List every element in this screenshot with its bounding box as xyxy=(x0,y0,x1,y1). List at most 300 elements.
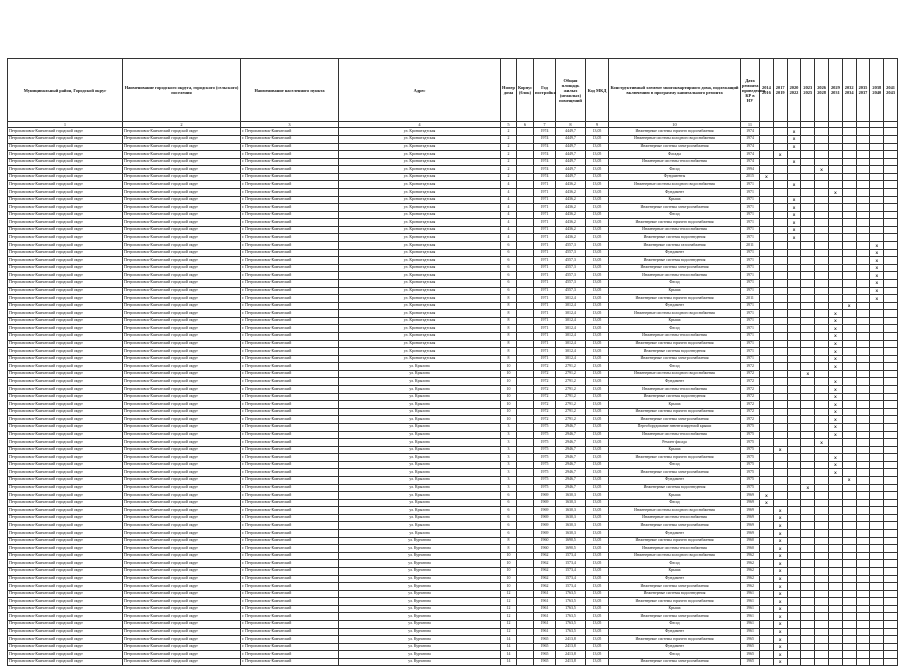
period-mark: X xyxy=(760,499,774,507)
table-row xyxy=(8,257,898,265)
period-mark: X xyxy=(773,530,787,538)
period-cell xyxy=(815,476,829,484)
house-cell: 6 xyxy=(501,264,517,272)
period-cell xyxy=(842,605,856,613)
house-cell: 10 xyxy=(501,575,517,583)
area-cell: 2791,2 xyxy=(556,416,586,424)
settlement-cell: Петропавловск-Камчатский городской округ xyxy=(123,514,241,522)
repair-date-cell: 1971 xyxy=(741,287,760,295)
period-mark: X xyxy=(773,552,787,560)
block-cell xyxy=(517,279,534,287)
locality-cell: г. Петропавловск-Камчатский xyxy=(241,537,339,545)
district-cell: Петропавловск-Камчатский городской округ xyxy=(8,454,123,462)
street-cell: ул. Крылова xyxy=(339,499,501,507)
settlement-cell: Петропавловск-Камчатский городской округ xyxy=(123,340,241,348)
street-cell: ул. Кронштадтская xyxy=(339,333,501,341)
period-cell xyxy=(842,158,856,166)
district-cell: Петропавловск-Камчатский городской округ xyxy=(8,196,123,204)
period-cell xyxy=(760,234,774,242)
table-row xyxy=(8,348,898,356)
period-cell xyxy=(801,416,815,424)
house-cell: 6 xyxy=(501,249,517,257)
period-cell xyxy=(787,583,801,591)
block-cell xyxy=(517,151,534,159)
street-cell: ул. Кронштадтская xyxy=(339,325,501,333)
period-cell xyxy=(760,219,774,227)
period-cell xyxy=(856,530,870,538)
period-cell xyxy=(870,605,884,613)
year-cell: 1962 xyxy=(534,583,556,591)
house-cell: 4 xyxy=(501,211,517,219)
period-cell xyxy=(787,355,801,363)
period-cell xyxy=(760,302,774,310)
locality-cell: г. Петропавловск-Камчатский xyxy=(241,378,339,386)
period-cell xyxy=(760,560,774,568)
table-row xyxy=(8,469,898,477)
house-cell: 6 xyxy=(501,279,517,287)
code-cell: 13,05 xyxy=(586,590,609,598)
period-cell xyxy=(787,189,801,197)
block-cell xyxy=(517,325,534,333)
street-cell: ул. Кронштадтская xyxy=(339,173,501,181)
area-cell: 2413,8 xyxy=(556,636,586,644)
period-cell xyxy=(815,370,829,378)
period-cell xyxy=(828,242,842,250)
period-cell xyxy=(842,242,856,250)
period-cell xyxy=(842,196,856,204)
period-cell xyxy=(842,226,856,234)
element-cell: Инженерные системы горячего водоснабжения xyxy=(609,454,741,462)
street-cell: ул. Кронштадтская xyxy=(339,158,501,166)
period-cell xyxy=(842,378,856,386)
code-cell: 13,05 xyxy=(586,219,609,227)
period-cell xyxy=(760,454,774,462)
period-cell xyxy=(884,530,898,538)
period-cell xyxy=(870,567,884,575)
locality-cell: г. Петропавловск-Камчатский xyxy=(241,257,339,265)
street-cell: ул. Крылова xyxy=(339,393,501,401)
period-cell xyxy=(801,522,815,530)
locality-cell: г. Петропавловск-Камчатский xyxy=(241,499,339,507)
code-cell: 13,05 xyxy=(586,575,609,583)
district-cell: Петропавловск-Камчатский городской округ xyxy=(8,583,123,591)
code-cell: 13,05 xyxy=(586,242,609,250)
table-row xyxy=(8,507,898,515)
period-cell xyxy=(828,158,842,166)
period-cell xyxy=(884,340,898,348)
period-cell xyxy=(801,537,815,545)
code-cell: 13,05 xyxy=(586,287,609,295)
period-mark: X xyxy=(773,636,787,644)
period-cell xyxy=(828,560,842,568)
period-cell xyxy=(884,575,898,583)
table-body xyxy=(8,128,898,666)
period-cell xyxy=(760,348,774,356)
area-cell: 1630,3 xyxy=(556,530,586,538)
house-cell: 10 xyxy=(501,567,517,575)
year-cell: 1971 xyxy=(534,181,556,189)
street-cell: ул. Кронштадтская xyxy=(339,264,501,272)
period-mark: X xyxy=(842,302,856,310)
period-mark: X xyxy=(870,242,884,250)
period-cell xyxy=(815,143,829,151)
period-cell xyxy=(884,484,898,492)
code-cell: 13,05 xyxy=(586,636,609,644)
area-cell: 2791,2 xyxy=(556,386,586,394)
period-cell xyxy=(773,499,787,507)
table-row xyxy=(8,264,898,272)
period-cell xyxy=(856,537,870,545)
period-cell xyxy=(856,605,870,613)
area-cell: 4436,2 xyxy=(556,211,586,219)
year-cell: 1975 xyxy=(534,454,556,462)
repair-date-cell: 1962 xyxy=(741,583,760,591)
year-cell: 1960 xyxy=(534,537,556,545)
period-cell xyxy=(787,325,801,333)
period-mark: X xyxy=(870,287,884,295)
locality-cell: г. Петропавловск-Камчатский xyxy=(241,476,339,484)
period-cell xyxy=(884,386,898,394)
locality-cell: г. Петропавловск-Камчатский xyxy=(241,492,339,500)
period-mark: X xyxy=(828,431,842,439)
house-cell: 8 xyxy=(501,302,517,310)
period-cell xyxy=(801,636,815,644)
table-row xyxy=(8,173,898,181)
period-cell xyxy=(856,317,870,325)
year-cell: 1975 xyxy=(534,431,556,439)
settlement-cell: Петропавловск-Камчатский городской округ xyxy=(123,135,241,143)
period-mark: X xyxy=(773,605,787,613)
period-cell xyxy=(870,552,884,560)
table-row xyxy=(8,416,898,424)
period-cell xyxy=(760,295,774,303)
period-cell xyxy=(842,287,856,295)
period-cell xyxy=(815,620,829,628)
period-cell xyxy=(842,469,856,477)
period-cell xyxy=(760,461,774,469)
repair-date-cell: 1969 xyxy=(741,492,760,500)
house-cell: 2 xyxy=(501,151,517,159)
period-cell xyxy=(870,658,884,666)
period-cell xyxy=(801,567,815,575)
period-cell xyxy=(870,476,884,484)
period-cell xyxy=(787,545,801,553)
period-cell xyxy=(842,439,856,447)
area-cell: 1763,5 xyxy=(556,628,586,636)
block-cell xyxy=(517,302,534,310)
element-cell: Крыша xyxy=(609,317,741,325)
period-mark: X xyxy=(773,507,787,515)
period-cell xyxy=(801,166,815,174)
period-mark: X xyxy=(828,469,842,477)
period-mark: X xyxy=(801,484,815,492)
repair-date-cell: 1971 xyxy=(741,325,760,333)
period-cell xyxy=(815,340,829,348)
locality-cell: г. Петропавловск-Камчатский xyxy=(241,242,339,250)
block-cell xyxy=(517,408,534,416)
area-cell: 2791,2 xyxy=(556,363,586,371)
element-cell: Инженерные системы холодного водоснабжения xyxy=(609,181,741,189)
year-cell: 1971 xyxy=(534,310,556,318)
code-cell: 13,05 xyxy=(586,393,609,401)
block-cell xyxy=(517,545,534,553)
element-cell: Фундамент xyxy=(609,476,741,484)
period-cell xyxy=(815,537,829,545)
column-number: 4 xyxy=(339,122,501,128)
period-cell xyxy=(828,196,842,204)
period-cell xyxy=(884,151,898,159)
period-cell xyxy=(856,545,870,553)
period-cell xyxy=(884,461,898,469)
settlement-cell: Петропавловск-Камчатский городской округ xyxy=(123,249,241,257)
block-cell xyxy=(517,310,534,318)
code-cell: 13,05 xyxy=(586,355,609,363)
period-cell xyxy=(760,423,774,431)
block-cell xyxy=(517,613,534,621)
period-cell xyxy=(842,567,856,575)
year-cell: 1974 xyxy=(534,135,556,143)
period-cell xyxy=(842,408,856,416)
code-cell: 13,05 xyxy=(586,408,609,416)
period-cell xyxy=(828,492,842,500)
period-cell xyxy=(828,643,842,651)
period-cell xyxy=(801,492,815,500)
year-cell: 1961 xyxy=(534,605,556,613)
settlement-cell: Петропавловск-Камчатский городской округ xyxy=(123,310,241,318)
period-cell xyxy=(884,348,898,356)
period-cell xyxy=(801,613,815,621)
period-mark: X xyxy=(870,257,884,265)
settlement-cell: Петропавловск-Камчатский городской округ xyxy=(123,454,241,462)
table-row xyxy=(8,211,898,219)
settlement-cell: Петропавловск-Камчатский городской округ xyxy=(123,196,241,204)
period-cell xyxy=(801,530,815,538)
street-cell: ул. Кронштадтская xyxy=(339,317,501,325)
period-cell xyxy=(870,598,884,606)
element-cell: Крыша xyxy=(609,446,741,454)
element-cell: Фундамент xyxy=(609,249,741,257)
period-cell xyxy=(760,135,774,143)
year-cell: 1972 xyxy=(534,386,556,394)
repair-date-cell: 1972 xyxy=(741,386,760,394)
block-cell xyxy=(517,522,534,530)
house-cell: 14 xyxy=(501,636,517,644)
code-cell: 13,05 xyxy=(586,340,609,348)
period-cell xyxy=(870,189,884,197)
year-cell: 1972 xyxy=(534,408,556,416)
period-cell xyxy=(773,378,787,386)
repair-date-cell: 1971 xyxy=(741,196,760,204)
period-cell xyxy=(801,378,815,386)
element-cell: Инженерные системы горячего водоснабжения xyxy=(609,340,741,348)
period-cell xyxy=(773,439,787,447)
code-cell: 13,05 xyxy=(586,279,609,287)
table-row xyxy=(8,552,898,560)
period-cell xyxy=(773,484,787,492)
code-cell: 13,05 xyxy=(586,552,609,560)
table-row xyxy=(8,378,898,386)
period-cell xyxy=(842,135,856,143)
year-cell: 1974 xyxy=(534,158,556,166)
period-cell xyxy=(815,204,829,212)
period-cell xyxy=(828,575,842,583)
area-cell: 3012,4 xyxy=(556,333,586,341)
period-cell xyxy=(801,620,815,628)
period-cell xyxy=(828,583,842,591)
locality-cell: г. Петропавловск-Камчатский xyxy=(241,272,339,280)
area-cell: 1630,3 xyxy=(556,514,586,522)
settlement-cell: Петропавловск-Камчатский городской округ xyxy=(123,628,241,636)
code-cell: 13,05 xyxy=(586,628,609,636)
repair-date-cell: 1962 xyxy=(741,560,760,568)
locality-cell: г. Петропавловск-Камчатский xyxy=(241,355,339,363)
period-cell xyxy=(884,598,898,606)
year-cell: 1965 xyxy=(534,643,556,651)
period-cell xyxy=(760,181,774,189)
period-cell xyxy=(856,423,870,431)
area-cell: 2946,7 xyxy=(556,439,586,447)
block-cell xyxy=(517,507,534,515)
period-cell xyxy=(856,355,870,363)
element-cell: Фасад xyxy=(609,211,741,219)
period-cell xyxy=(884,272,898,280)
period-cell xyxy=(760,257,774,265)
period-cell xyxy=(760,583,774,591)
element-cell: Инженерные системы электроснабжения xyxy=(609,522,741,530)
block-cell xyxy=(517,575,534,583)
period-cell xyxy=(760,507,774,515)
period-cell xyxy=(773,302,787,310)
settlement-cell: Петропавловск-Камчатский городской округ xyxy=(123,590,241,598)
period-cell xyxy=(773,287,787,295)
table-row xyxy=(8,651,898,659)
period-cell xyxy=(773,469,787,477)
period-cell xyxy=(870,560,884,568)
district-cell: Петропавловск-Камчатский городской округ xyxy=(8,264,123,272)
column-header: Наименование населенного пункта xyxy=(241,59,339,122)
period-cell xyxy=(856,363,870,371)
period-cell xyxy=(760,143,774,151)
street-cell: ул. Крылова xyxy=(339,492,501,500)
block-cell xyxy=(517,226,534,234)
period-cell xyxy=(842,643,856,651)
area-cell: 3012,4 xyxy=(556,317,586,325)
element-cell: Фасад xyxy=(609,461,741,469)
period-cell xyxy=(815,363,829,371)
period-cell xyxy=(842,583,856,591)
street-cell: ул. Кронштадтская xyxy=(339,348,501,356)
repair-date-cell: 1971 xyxy=(741,181,760,189)
period-cell xyxy=(801,461,815,469)
district-cell: Петропавловск-Камчатский городской округ xyxy=(8,287,123,295)
period-cell xyxy=(787,272,801,280)
house-cell: 6 xyxy=(501,530,517,538)
period-cell xyxy=(815,173,829,181)
period-cell xyxy=(815,408,829,416)
period-cell xyxy=(801,658,815,666)
period-cell xyxy=(842,333,856,341)
period-cell xyxy=(787,151,801,159)
period-cell xyxy=(760,196,774,204)
period-cell xyxy=(842,340,856,348)
period-cell xyxy=(801,446,815,454)
district-cell: Петропавловск-Камчатский городской округ xyxy=(8,492,123,500)
street-cell: ул. Кронштадтская xyxy=(339,128,501,136)
period-cell xyxy=(842,401,856,409)
period-cell xyxy=(828,302,842,310)
period-cell xyxy=(884,128,898,136)
locality-cell: г. Петропавловск-Камчатский xyxy=(241,181,339,189)
period-cell xyxy=(815,492,829,500)
settlement-cell: Петропавловск-Камчатский городской округ xyxy=(123,492,241,500)
period-mark: X xyxy=(828,378,842,386)
district-cell: Петропавловск-Камчатский городской округ xyxy=(8,257,123,265)
period-mark: X xyxy=(828,333,842,341)
period-cell xyxy=(801,211,815,219)
element-cell: Фасад xyxy=(609,325,741,333)
period-cell xyxy=(760,242,774,250)
settlement-cell: Петропавловск-Камчатский городской округ xyxy=(123,348,241,356)
period-cell xyxy=(760,484,774,492)
period-cell xyxy=(828,484,842,492)
period-cell xyxy=(760,590,774,598)
period-mark: X xyxy=(773,560,787,568)
street-cell: ул. Курчатова xyxy=(339,658,501,666)
period-cell xyxy=(773,348,787,356)
period-mark: X xyxy=(787,234,801,242)
period-cell xyxy=(828,537,842,545)
district-cell: Петропавловск-Камчатский городской округ xyxy=(8,537,123,545)
repair-date-cell: 1974 xyxy=(741,151,760,159)
code-cell: 13,05 xyxy=(586,211,609,219)
year-cell: 1971 xyxy=(534,242,556,250)
settlement-cell: Петропавловск-Камчатский городской округ xyxy=(123,302,241,310)
period-cell xyxy=(787,507,801,515)
repair-date-cell: 2011 xyxy=(741,295,760,303)
code-cell: 13,05 xyxy=(586,514,609,522)
period-cell xyxy=(787,257,801,265)
period-cell xyxy=(760,651,774,659)
period-cell xyxy=(815,242,829,250)
repair-date-cell: 1971 xyxy=(741,279,760,287)
period-cell xyxy=(815,454,829,462)
period-cell xyxy=(760,643,774,651)
period-cell xyxy=(787,317,801,325)
locality-cell: г. Петропавловск-Камчатский xyxy=(241,219,339,227)
column-number: 6 xyxy=(517,122,534,128)
repair-date-cell: 1971 xyxy=(741,317,760,325)
block-cell xyxy=(517,469,534,477)
element-cell: Инженерные системы теплоснабжения xyxy=(609,386,741,394)
block-cell xyxy=(517,620,534,628)
area-cell: 2413,8 xyxy=(556,643,586,651)
period-cell xyxy=(856,181,870,189)
period-cell xyxy=(787,310,801,318)
period-cell xyxy=(842,658,856,666)
locality-cell: г. Петропавловск-Камчатский xyxy=(241,446,339,454)
period-cell xyxy=(856,401,870,409)
area-cell: 2946,7 xyxy=(556,431,586,439)
house-cell: 6 xyxy=(501,507,517,515)
block-cell xyxy=(517,333,534,341)
district-cell: Петропавловск-Камчатский городской округ xyxy=(8,143,123,151)
period-cell xyxy=(856,469,870,477)
street-cell: ул. Курчатова xyxy=(339,545,501,553)
locality-cell: г. Петропавловск-Камчатский xyxy=(241,583,339,591)
element-cell: Крыша xyxy=(609,567,741,575)
repair-date-cell: 1969 xyxy=(741,514,760,522)
period-cell xyxy=(856,507,870,515)
